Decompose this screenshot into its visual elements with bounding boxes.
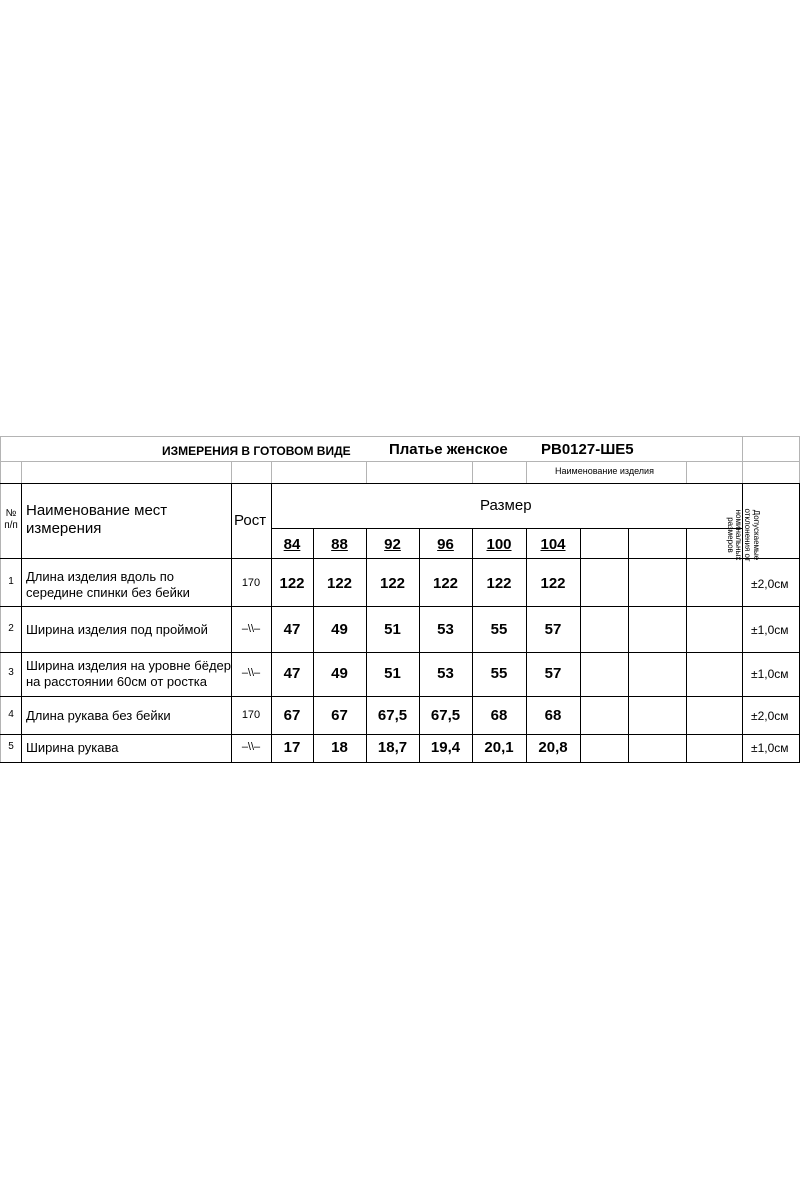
row-value: 55	[490, 621, 508, 638]
row-value: 122	[540, 575, 566, 592]
row-rost: –\\–	[241, 667, 261, 679]
col-divider	[526, 528, 527, 763]
row-number: 3	[8, 667, 14, 678]
product-code: РВ0127-ШЕ5	[541, 441, 634, 458]
row-number: 4	[8, 709, 14, 720]
row-value: 49	[331, 665, 348, 682]
grid-line	[271, 461, 272, 483]
row-number: 5	[8, 741, 14, 752]
row-tolerance: ±2,0см	[751, 577, 789, 591]
col-divider	[419, 528, 420, 763]
col-divider	[628, 528, 629, 763]
size-104: 104	[540, 536, 566, 553]
row-value: 55	[490, 665, 508, 682]
row-value: 122	[279, 575, 305, 592]
size-96: 96	[437, 536, 454, 553]
row-value: 17	[283, 739, 301, 756]
row-value: 122	[379, 575, 406, 592]
row-measure-name: Длина изделия вдоль по середине спинки без бейки	[26, 569, 190, 600]
table-border-top	[0, 483, 800, 484]
row-value: 68	[544, 707, 562, 724]
row-rost: 170	[241, 577, 261, 589]
col-divider	[313, 528, 314, 763]
row-value: 122	[432, 575, 459, 592]
col-divider	[366, 528, 367, 763]
col-divider	[21, 483, 22, 763]
row-value: 68	[490, 707, 508, 724]
row-divider	[0, 696, 800, 697]
row-measure-name: Ширина изделия под проймой	[26, 622, 208, 637]
grid-line	[742, 436, 743, 483]
row-value: 51	[384, 665, 401, 682]
row-rost: 170	[241, 709, 261, 721]
row-rost: –\\–	[241, 623, 261, 635]
col-header-size: Размер	[480, 497, 532, 514]
size-84: 84	[283, 536, 301, 553]
product-name: Платье женское	[389, 441, 508, 458]
col-header-rost: Рост	[234, 512, 267, 529]
row-value: 67	[283, 707, 301, 724]
row-tolerance: ±1,0см	[751, 667, 789, 681]
row-rost: –\\–	[241, 741, 261, 753]
row-value: 57	[544, 665, 562, 682]
grid-line	[526, 461, 527, 483]
row-value: 67	[331, 707, 348, 724]
row-value: 18,7	[377, 739, 408, 756]
row-value: 18	[331, 739, 348, 756]
product-caption: Наименование изделия	[555, 466, 654, 476]
row-value: 49	[331, 621, 348, 638]
grid-line	[472, 461, 473, 483]
row-tolerance: ±1,0см	[751, 741, 789, 755]
row-divider	[0, 652, 800, 653]
row-value: 53	[437, 621, 454, 638]
row-measure-name: Ширина изделия на уровне бёдер на расстоянии 60см от ростка	[26, 658, 231, 689]
table-border-bottom	[0, 762, 800, 763]
row-divider	[0, 734, 800, 735]
row-value: 67,5	[430, 707, 461, 724]
grid-line	[0, 436, 1, 483]
size-100: 100	[486, 536, 512, 553]
col-header-tolerance: Допускаемые отклонения от номинальных размеров	[725, 508, 761, 562]
row-tolerance: ±2,0см	[751, 709, 789, 723]
row-number: 1	[8, 576, 14, 587]
col-divider	[580, 528, 581, 763]
row-value: 20,8	[538, 739, 568, 756]
row-value: 19,4	[430, 739, 461, 756]
grid-line	[0, 436, 800, 437]
row-value: 20,1	[484, 739, 514, 756]
document-title: ИЗМЕРЕНИЯ В ГОТОВОМ ВИДЕ	[162, 444, 351, 458]
row-value: 122	[326, 575, 353, 592]
size-92: 92	[384, 536, 401, 553]
row-measure-name: Длина рукава без бейки	[26, 708, 171, 723]
row-value: 47	[283, 621, 301, 638]
col-header-measure: Наименование мест измерения	[26, 502, 168, 537]
row-tolerance: ±1,0см	[751, 623, 789, 637]
row-value: 57	[544, 621, 562, 638]
row-value: 122	[486, 575, 512, 592]
row-value: 47	[283, 665, 301, 682]
grid-line	[366, 461, 367, 483]
size-88: 88	[331, 536, 348, 553]
col-divider	[686, 528, 687, 763]
row-value: 67,5	[377, 707, 408, 724]
row-divider	[0, 558, 800, 559]
grid-line	[21, 461, 22, 483]
grid-line	[0, 461, 800, 462]
size-header-divider	[271, 528, 742, 529]
grid-line	[231, 461, 232, 483]
grid-line	[686, 461, 687, 483]
row-measure-name: Ширина рукава	[26, 740, 119, 755]
row-value: 53	[437, 665, 454, 682]
col-header-no: № п/п	[4, 508, 18, 531]
row-value: 51	[384, 621, 401, 638]
col-divider	[472, 528, 473, 763]
row-number: 2	[8, 623, 14, 634]
row-divider	[0, 606, 800, 607]
